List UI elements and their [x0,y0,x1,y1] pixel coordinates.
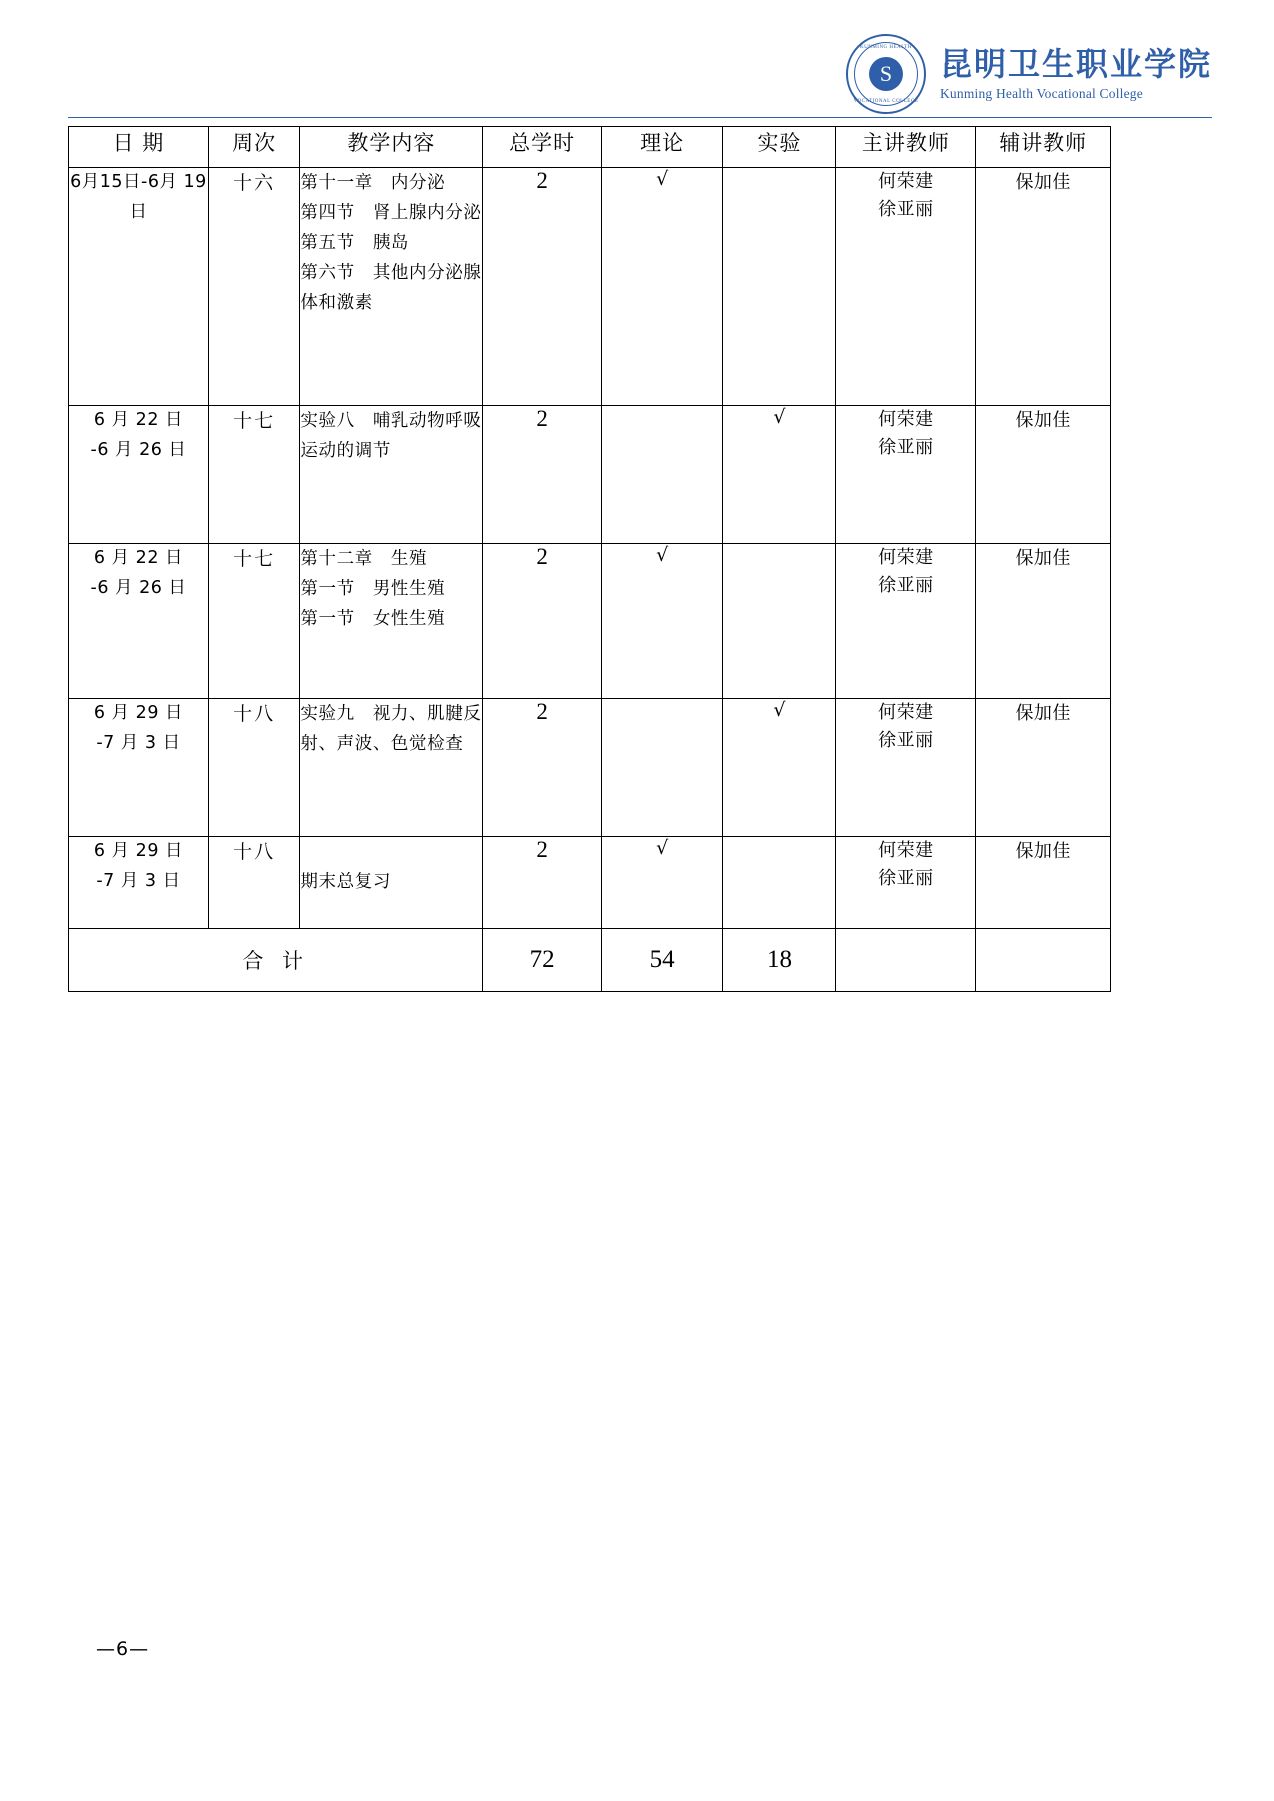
table-row [69,837,1111,929]
table-total-row [69,929,1111,992]
cell-main-teacher: 何荣建 徐亚丽 [836,406,976,544]
cell-content: 期末总复习 [300,837,483,929]
cell-total-hours: 2 [483,699,601,837]
total-label: 合 计 [69,929,483,992]
column-header-content: 教学内容 [300,127,483,168]
cell-week: 十七 [208,544,299,699]
seal-text-top: KUNMING HEALTH [860,45,912,50]
column-header-week: 周次 [208,127,299,168]
cell-date: 6月15日-6月 19 日 [69,168,209,406]
cell-week: 十八 [208,837,299,929]
table-row [69,168,1111,406]
cell-experiment [723,168,836,406]
cell-experiment [723,544,836,699]
cell-main-teacher: 何荣建 徐亚丽 [836,168,976,406]
column-header-main-teacher: 主讲教师 [836,127,976,168]
cell-theory: √ [601,837,723,929]
cell-assistant-teacher: 保加佳 [976,544,1111,699]
total-assistant-teacher-value [976,929,1111,992]
cell-assistant-teacher: 保加佳 [976,699,1111,837]
cell-main-teacher: 何荣建 徐亚丽 [836,837,976,929]
cell-theory: √ [601,544,723,699]
cell-content: 第十二章 生殖 第一节 男性生殖 第一节 女性生殖 [300,544,483,699]
total-hours-value: 72 [483,929,601,992]
cell-experiment [723,837,836,929]
table-header-row [69,127,1111,168]
table-row [69,544,1111,699]
cell-theory: √ [601,168,723,406]
cell-main-teacher: 何荣建 徐亚丽 [836,544,976,699]
cell-total-hours: 2 [483,544,601,699]
column-header-experiment: 实验 [723,127,836,168]
table-row [69,406,1111,544]
teaching-schedule-table [68,126,1111,992]
cell-assistant-teacher: 保加佳 [976,168,1111,406]
cell-main-teacher: 何荣建 徐亚丽 [836,699,976,837]
cell-week: 十六 [208,168,299,406]
column-header-assistant-teacher: 辅讲教师 [976,127,1111,168]
college-name-cn: 昆明卫生职业学院 [939,45,1212,84]
total-experiment-value: 18 [723,929,836,992]
cell-week: 十八 [208,699,299,837]
cell-date: 6 月 29 日 -7 月 3 日 [69,837,209,929]
header-divider [68,117,1212,118]
table-row [69,699,1111,837]
cell-total-hours: 2 [483,837,601,929]
cell-assistant-teacher: 保加佳 [976,837,1111,929]
cell-theory [601,406,723,544]
cell-experiment: √ [723,406,836,544]
cell-content: 实验九 视力、肌腱反射、声波、色觉检查 [300,699,483,837]
cell-date: 6 月 29 日 -7 月 3 日 [69,699,209,837]
college-seal-icon [846,34,926,114]
seal-text-bottom: VOCATIONAL COLLEGE [853,99,919,104]
cell-date: 6 月 22 日 -6 月 26 日 [69,544,209,699]
total-main-teacher-value [836,929,976,992]
cell-content: 第十一章 内分泌 第四节 肾上腺内分泌 第五节 胰岛 第六节 其他内分泌腺体和激素 [300,168,483,406]
cell-assistant-teacher: 保加佳 [976,406,1111,544]
cell-date: 6 月 22 日 -6 月 26 日 [69,406,209,544]
column-header-total-hours: 总学时 [483,127,601,168]
cell-experiment: √ [723,699,836,837]
college-name-en: Kunming Health Vocational College [939,86,1143,102]
seal-center-glyph: S [869,57,903,91]
page-number: —6— [96,1638,150,1660]
cell-content: 实验八 哺乳动物呼吸运动的调节 [300,406,483,544]
schedule-table-wrapper [68,126,1111,992]
document-header [846,34,1212,114]
column-header-date: 日 期 [69,127,209,168]
cell-week: 十七 [208,406,299,544]
cell-total-hours: 2 [483,168,601,406]
total-theory-value: 54 [601,929,723,992]
cell-total-hours: 2 [483,406,601,544]
column-header-theory: 理论 [601,127,723,168]
cell-theory [601,699,723,837]
college-name-block [940,46,1212,101]
